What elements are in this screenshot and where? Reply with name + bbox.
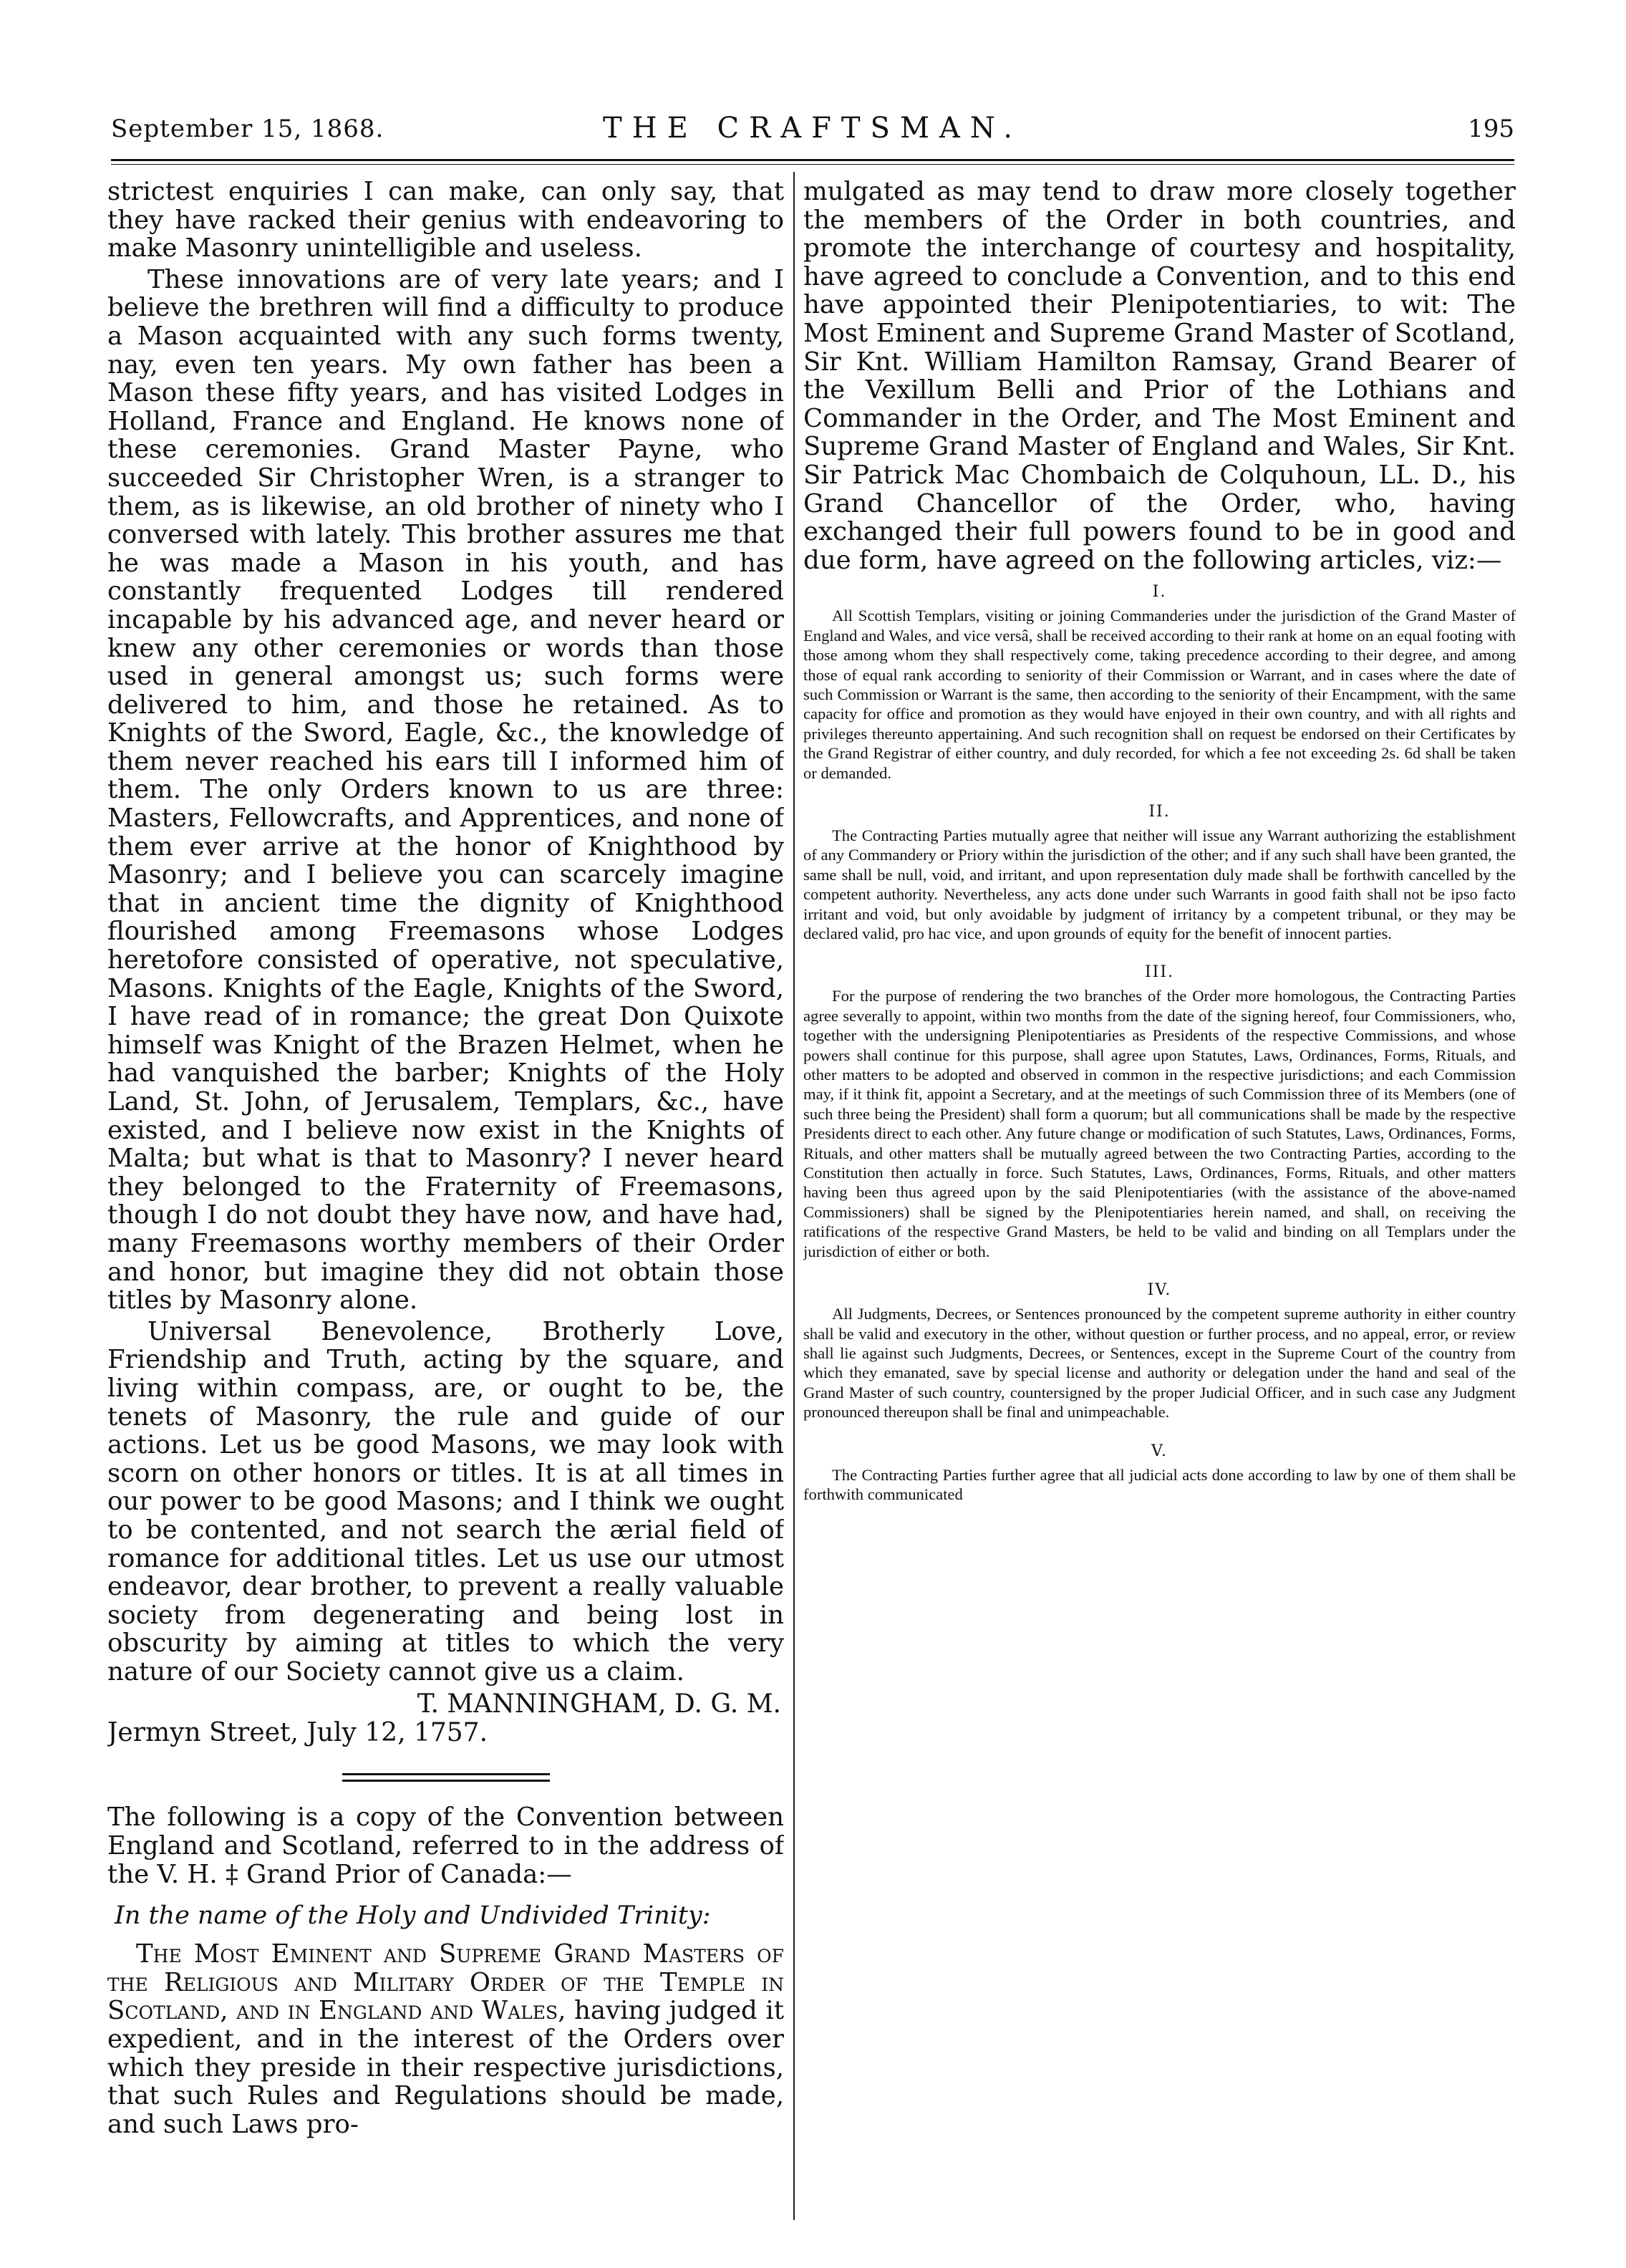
invocation: In the name of the Holy and Undivided Trinity: <box>115 1901 711 1931</box>
letter-paragraph: strictest enquiries I can make, can only say, that they have racked their genius with endeavoring to make Masonry unintelligible and useless. <box>107 178 784 264</box>
article-number: I. <box>1152 583 1167 602</box>
preamble-continuation: mulgated as may tend to draw more closely together the members of the Order in both countries, and promote the interchange of courtesy and hospitality, have agreed to conclude a Convention, and to this end have appointed their Plenipotentiaries, to wit: The Most Eminent and Supreme Grand Master of Scotland, Sir Knt. William Hamilton Ramsay, Grand Bearer of the Vexillum Belli and Prior of the Lothians and Commander in the Order, and The Most Eminent and Supreme Grand Master of England and Wales, Sir Knt. Sir Patrick Mac Chombaich de Colquhoun, LL. D., his Grand Chancellor of the Order, who, having exchanged their full powers found to be in good and due form, have agreed on the following articles, viz:— <box>803 178 1516 575</box>
article-text: The Contracting Parties mutually agree that neither will issue any Warrant authorizing the establishment of any Commandery or Priory within the jurisdiction of the other; and if any such shall have been granted, the same shall be null, void, and irritant, and upon representation duly made shall be forthwith cancelled by the competent authority. Nevertheless, any acts done under such Warrants in good faith shall not be ipso facto irritant and void, but only avoidable by judgment of irritancy by a competent tribunal, or they may be declared valid, pro hac vice, and upon grounds of equity for the benefit of innocent parties. <box>803 826 1516 942</box>
preamble-caps: The Most Eminent and Supreme Grand Masters of the Religious and Military Order of the Temple in Scotland, and in England and Wales, <box>107 1939 784 2026</box>
letter-paragraph: Universal Benevolence, Brotherly Love, Friendship and Truth, acting by the square, and living within compass, are, or ought to be, the tenets of Masonry, the rule and guide of our actions. Let us be good Masons, we may look with scorn on other honors or titles. It is at all times in our power to be good Masons; and I think we ought to be contented, and not search the ærial field of romance for additional titles. Let us use our utmost endeavor, dear brother, to prevent a really valuable society from degenerating and being lost in obscurity by aiming at titles to which the very nature of our Society cannot give us a claim. <box>107 1316 784 1686</box>
article-number: IV. <box>1147 1281 1172 1300</box>
header-rule-thin <box>111 164 1514 165</box>
letter-dateline: Jermyn Street, July 12, 1757. <box>107 1718 488 1748</box>
article-text: All Judgments, Decrees, or Sentences pronounced by the competent supreme authority in either country shall be valid and executory in the other, without question or further process, and no appeal, error, or review shall lie against such Judgments, Decrees, or Sentences, except in the Supreme Court of the country from which they emanated, save by special license and authority or delegation under the hand and seal of the Grand Master of such country, countersigned by the proper Judicial Officer, and in such case any Judgment pronounced thereupon shall be final and unimpeachable. <box>803 1305 1516 1422</box>
letter-paragraph: These innovations are of very late years; and I believe the brethren will find a difficulty to produce a Mason acquainted with any such forms twenty, nay, even ten years. My own father has been a Mason these fifty years, and has visited Lodges in Holland, France and England. He knows none of these ceremonies. Grand Master Payne, who succeeded Sir Christopher Wren, is a stranger to them, as is likewise, an old brother of ninety who I conversed with lately. This brother assures me that he was made a Mason in his youth, and has constantly frequented Lodges till rendered incapable by his advanced age, and never heard or knew any other ceremonies or words than those used in general amongst us; such forms were delivered to him, and those he retained. As to Knights of the Sword, Eagle, &c., the knowledge of them never reached his ears till I informed him of them. The only Orders known to us are three: Masters, Fellowcrafts, and Apprentices, and none of them ever arrive at the honor of Knighthood by Masonry; and I believe you can scarcely imagine that in ancient time the dignity of Knighthood flourished among Freemasons whose Lodges heretofore consisted of operative, not speculative, Masons. Knights of the Eagle, Knights of the Sword, I have read of in romance; the great Don Quixote himself was Knight of the Brazen Helmet, when he had vanquished the barber; Knights of the Holy Land, St. John, of Jerusalem, Templars, &c., have existed, and I believe now exist in the Knights of Malta; but what is that to Masonry? I never heard they belonged to the Fraternity of Freemasons, though I do not doubt they have now, and have had, many Freemasons worthy members of their Order and honor, but imagine they did not obtain those titles by Masonry alone. <box>107 264 784 1316</box>
section-divider <box>342 1773 550 1782</box>
right-column <box>803 178 1516 2226</box>
convention-intro: The following is a copy of the Convention between England and Scotland, referred to in the address of the V. H. ‡ Grand Prior of Canada:— <box>107 1803 784 1889</box>
page-number: 195 <box>1468 115 1514 143</box>
article-text: All Scottish Templars, visiting or joining Commanderies under the jurisdiction of the Grand Master of England and Wales, and vice versâ, shall be received according to their rank at home on an equal footing with those among whom they shall respectively come, taking precedence according to their degree, and among those of equal rank according to seniority of their Commission or Warrant, and in cases where the date of such Commission or Warrant is the same, then according to the seniority of their Encampment, with the same capacity for office and promotion as they would have enjoyed in their own country, and with all rights and privileges thereunto appertaining. And such recognition shall on request be endorsed on their Certificates by the Grand Registrar of either country, and duly recorded, for which a fee not exceeding 2s. 6d shall be taken or demanded. <box>803 607 1516 782</box>
signature: T. MANNINGHAM, D. G. M. <box>417 1689 781 1719</box>
article-text: For the purpose of rendering the two branches of the Order more homologous, the Contracting Parties agree severally to appoint, within two months from the date of the signing hereof, four Commissioners, who, together with the undersigning Plenipotentiaries as Presidents of the respective Commissions, and whose powers shall continue for this purpose, shall agree upon Statutes, Laws, Ordinances, Forms, Rituals, and other matters to be adopted and observed in common in the respective jurisdictions; and each Commission may, if it think fit, appoint a Secretary, and at the meetings of such Commission three of its Members (one of such three being the President) shall form a quorum; but all communications shall be made by the respective Presidents direct to each other. Any future change or modification of such Statutes, Laws, Ordinances, Forms, Rituals, and other matters shall be mutually agreed between the two Contracting Parties, according to the Constitution then actually in force. Such Statutes, Laws, Ordinances, Forms, Rituals, and other matters having been thus agreed upon by the said Plenipotentiaries (with the assistance of the above-named Commissioners) shall be signed by the Plenipotentiaries herein named, and shall, on receiving the ratifications of the respective Grand Masters, be held to be valid and binding on all Templars under the jurisdiction of either or both. <box>803 987 1516 1260</box>
preamble-text: having judged it expedient, and in the interest of the Orders over which they preside in their respective jurisdictions, that such Rules and Regulations should be made, and such Laws pro- <box>107 1996 784 2139</box>
publication-title: THE CRAFTSMAN. <box>603 112 1022 145</box>
running-header <box>111 112 1514 165</box>
convention-preamble <box>107 1940 784 2138</box>
article-number: II. <box>1148 802 1171 821</box>
article-number: III. <box>1144 963 1175 982</box>
article-number: V. <box>1151 1442 1168 1460</box>
left-column <box>107 178 784 2226</box>
column-divider <box>793 172 795 2220</box>
issue-date: September 15, 1868. <box>111 115 384 143</box>
header-rule <box>111 159 1514 161</box>
article-text: The Contracting Parties further agree that all judicial acts done according to law by one of them shall be forthwith communicated <box>803 1465 1516 1503</box>
